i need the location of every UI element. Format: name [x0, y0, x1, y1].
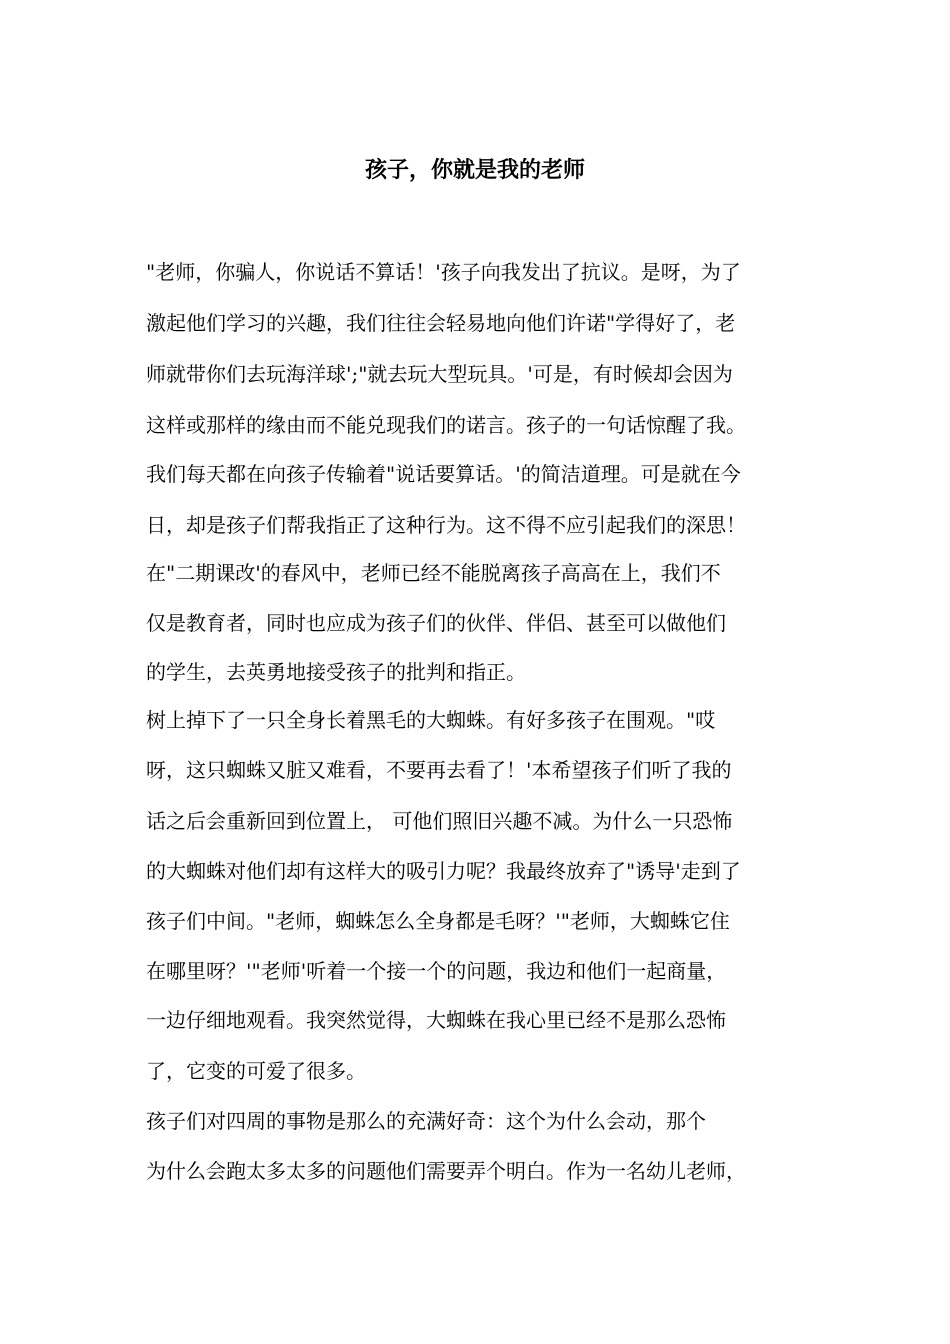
text-line: 孩子们中间。"老师，蜘蛛怎么全身都是毛呀？'"老师，大蜘蛛它住 — [146, 909, 730, 933]
text-line: 师就带你们去玩海洋球';"就去玩大型玩具。'可是，有时候却会因为 — [146, 362, 733, 386]
text-line: 的学生，去英勇地接受孩子的批判和指正。 — [146, 660, 526, 684]
text-line: 了，它变的可爱了很多。 — [146, 1059, 366, 1083]
text-line: 这样或那样的缘由而不能兑现我们的诺言。孩子的一句话惊醒了我。 — [146, 413, 746, 437]
text-line: 呀，这只蜘蛛又脏又难看，不要再去看了！'本希望孩子们听了我的 — [146, 758, 732, 782]
text-line: 的大蜘蛛对他们却有这样大的吸引力呢？我最终放弃了"诱导'走到了 — [146, 859, 741, 883]
text-line: 激起他们学习的兴趣，我们往往会轻易地向他们许诺"学得好了，老 — [146, 311, 736, 335]
text-line: 话之后会重新回到位置上， 可他们照旧兴趣不减。为什么一只恐怖 — [146, 809, 733, 833]
document-title: 孩子，你就是我的老师 — [364, 157, 585, 183]
text-line: 树上掉下了一只全身长着黑毛的大蜘蛛。有好多孩子在围观。"哎 — [146, 708, 716, 732]
text-line: 日，却是孩子们帮我指正了这种行为。这不得不应引起我们的深思！ — [146, 513, 746, 537]
text-line: 我们每天都在向孩子传输着"说话要算话。'的简洁道理。可是就在今 — [146, 462, 741, 486]
text-line: 一边仔细地观看。我突然觉得，大蜘蛛在我心里已经不是那么恐怖 — [146, 1008, 726, 1032]
text-line: "老师，你骗人，你说话不算话！'孩子向我发出了抗议。是呀，为了 — [146, 260, 741, 284]
text-line: 在哪里呀？'"老师'听着一个接一个的问题，我边和他们一起商量， — [146, 959, 727, 983]
text-line: 为什么会跑太多太多的问题他们需要弄个明白。作为一名幼儿老师， — [146, 1159, 746, 1183]
text-line: 仅是教育者，同时也应成为孩子们的伙伴、伴侣、甚至可以做他们 — [146, 611, 726, 635]
text-line: 在"二期课改'的春风中，老师已经不能脱离孩子高高在上，我们不 — [146, 561, 721, 585]
text-line: 孩子们对四周的事物是那么的充满好奇：这个为什么会动，那个 — [146, 1109, 706, 1133]
